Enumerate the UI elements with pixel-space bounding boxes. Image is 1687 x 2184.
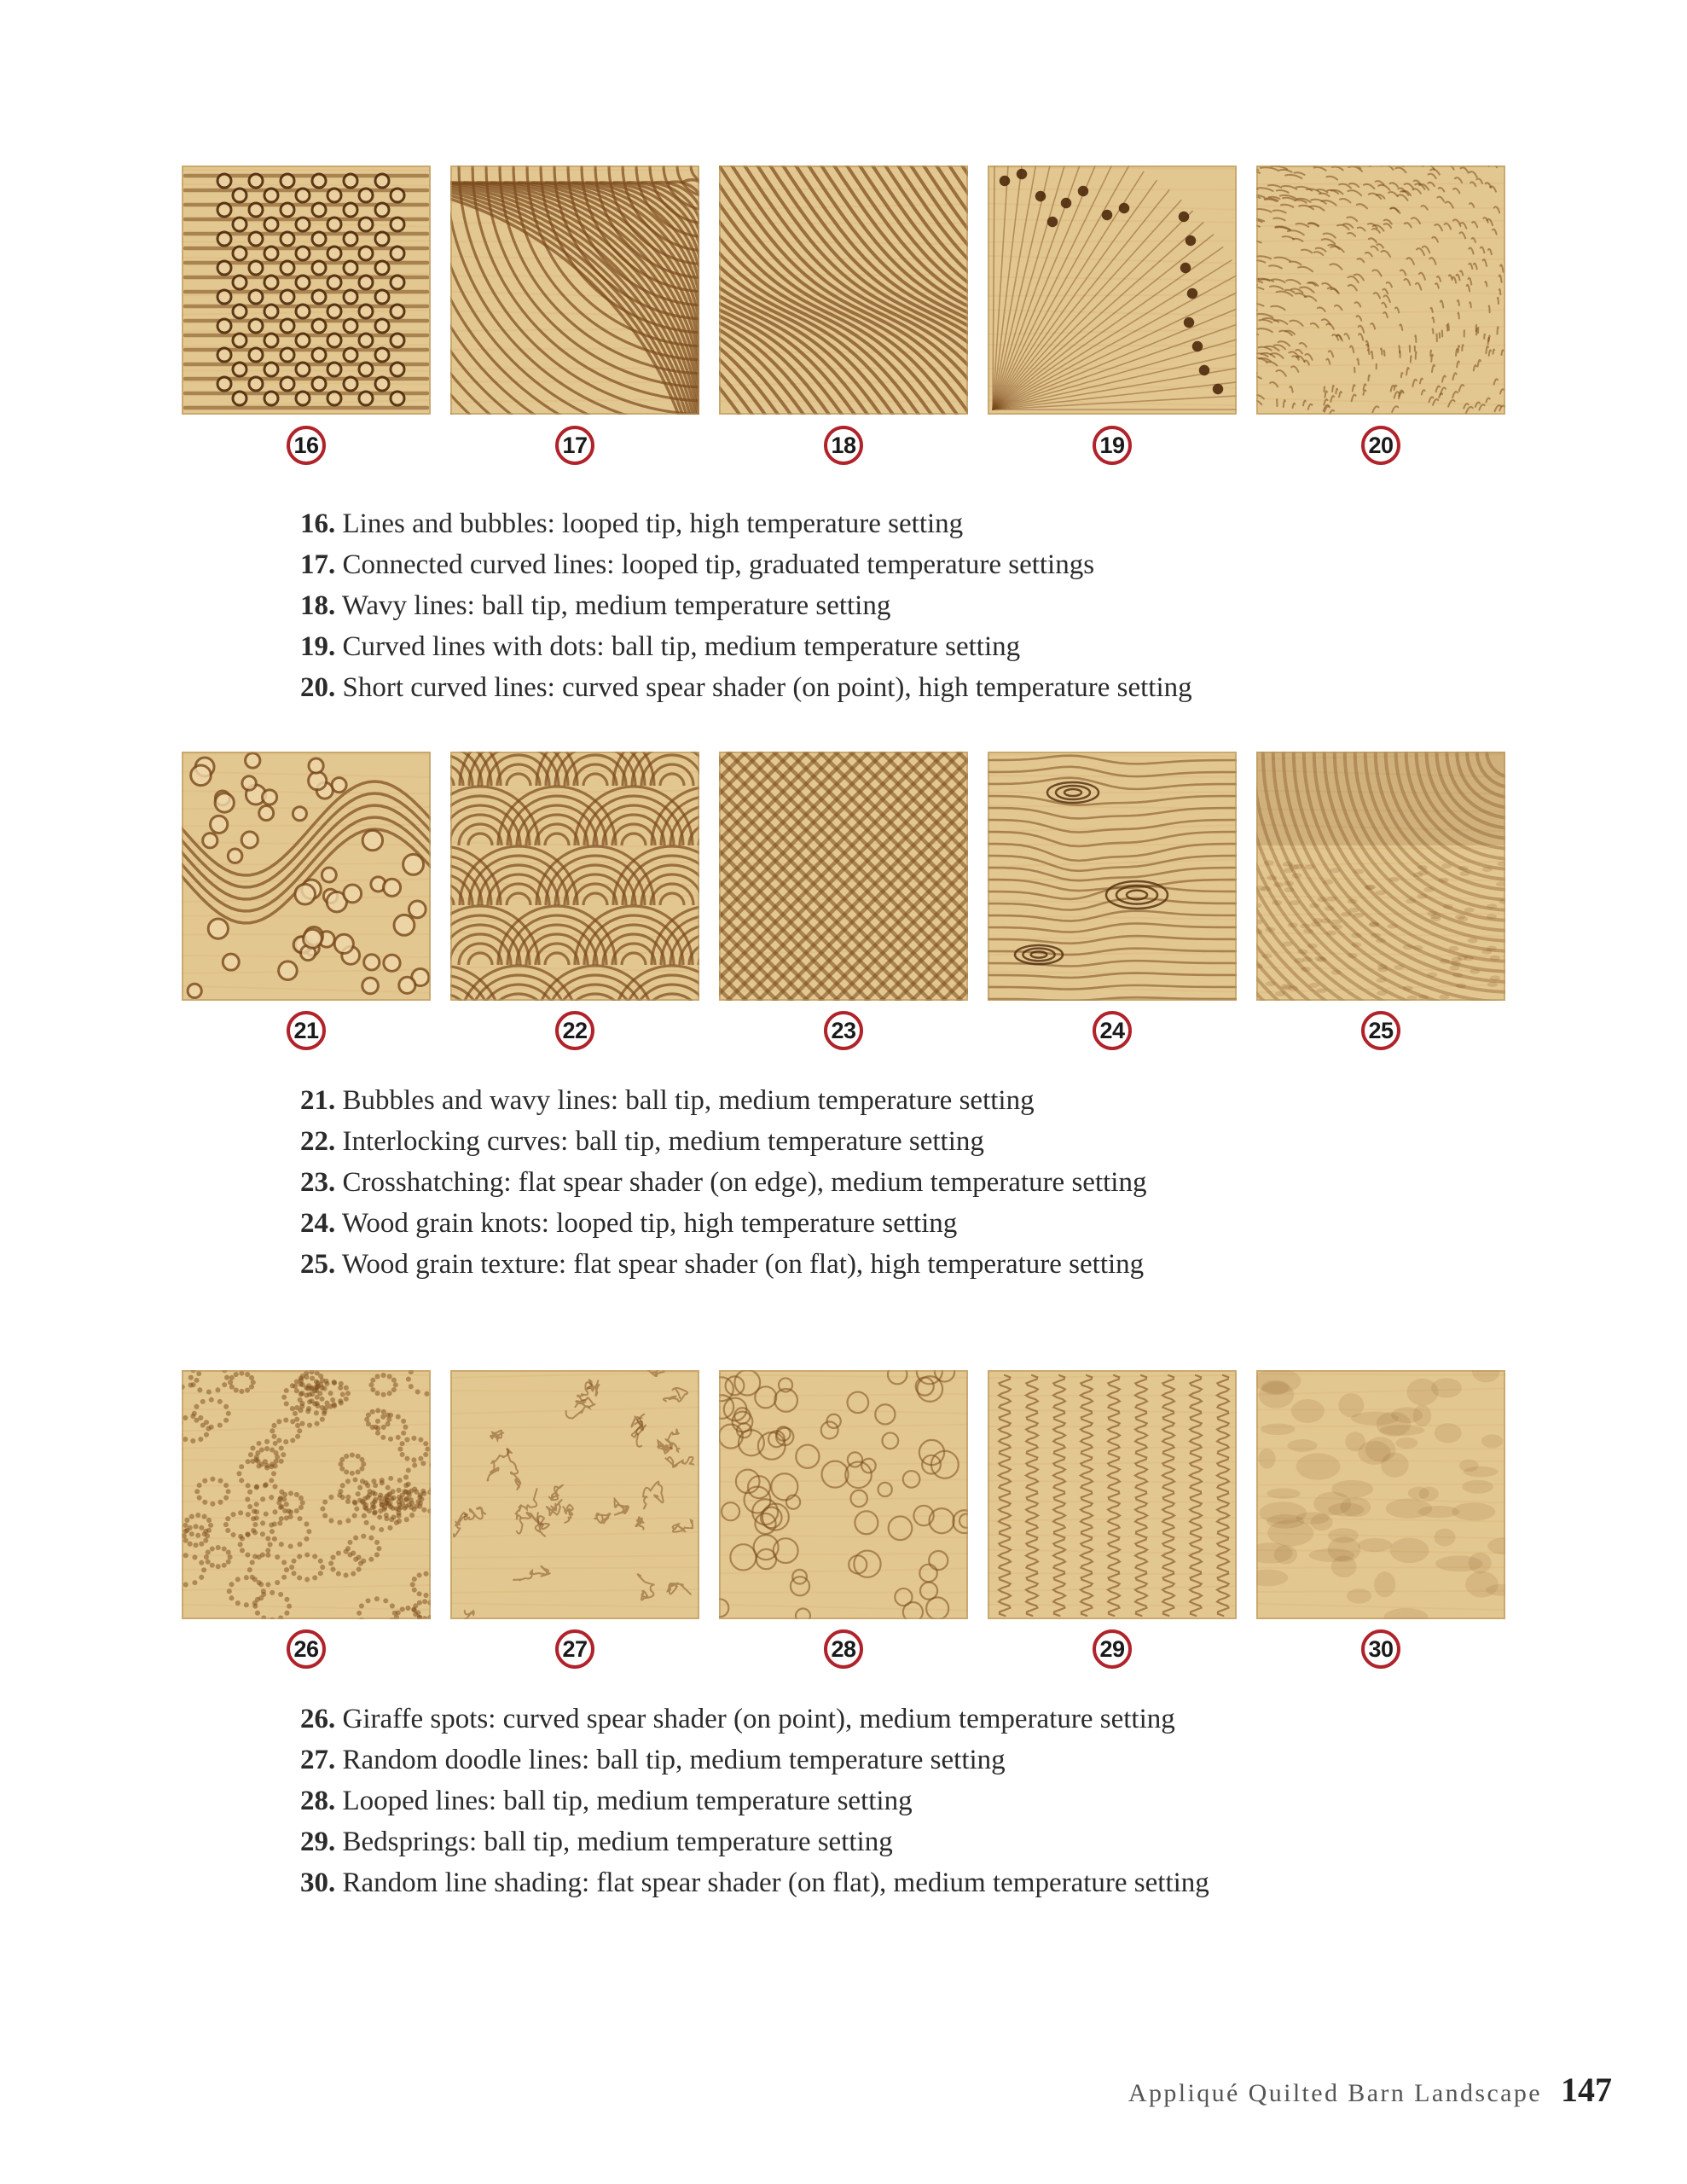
running-footer-title: Appliqué Quilted Barn Landscape (1128, 2079, 1542, 2107)
texture-swatch (988, 1370, 1237, 1619)
texture-tile-18 (719, 166, 968, 415)
number-badge: 18 (824, 426, 863, 465)
texture-swatch (719, 1370, 968, 1619)
caption-item (300, 1080, 1146, 1121)
caption-item (300, 585, 1192, 626)
tile-row (182, 166, 1505, 415)
caption-text: Curved lines with dots: ball tip, medium temperature setting (342, 631, 1021, 662)
number-badge: 16 (287, 426, 326, 465)
number-badge: 26 (287, 1629, 326, 1669)
texture-tile-24 (988, 752, 1237, 1001)
number-badge: 28 (824, 1629, 863, 1669)
caption-item (300, 1780, 1209, 1821)
texture-swatch (719, 752, 968, 1001)
texture-swatch (1256, 1370, 1505, 1619)
caption-item (300, 1203, 1146, 1244)
caption-list (300, 1080, 1146, 1285)
caption-number: 16. (300, 508, 336, 539)
texture-tile-21 (182, 752, 431, 1001)
number-badge: 27 (555, 1629, 594, 1669)
texture-swatch (182, 1370, 431, 1619)
caption-text: Crosshatching: flat spear shader (on edge), medium temperature setting (342, 1167, 1147, 1198)
caption-number: 18. (300, 590, 336, 621)
texture-tile-30 (1256, 1370, 1505, 1619)
tile-row (182, 1370, 1505, 1619)
caption-text: Bedsprings: ball tip, medium temperature setting (342, 1827, 893, 1857)
caption-number: 17. (300, 549, 336, 580)
caption-text: Lines and bubbles: looped tip, high temperature setting (342, 508, 964, 539)
number-badge: 19 (1093, 426, 1132, 465)
caption-item (300, 667, 1192, 708)
caption-text: Bubbles and wavy lines: ball tip, medium temperature setting (342, 1085, 1035, 1116)
caption-item (300, 503, 1192, 544)
page-footer (1128, 2070, 1612, 2110)
caption-list (300, 1699, 1209, 1903)
texture-swatch (988, 752, 1237, 1001)
caption-text: Wavy lines: ball tip, medium temperature setting (341, 590, 891, 621)
caption-number: 25. (300, 1249, 336, 1280)
texture-swatch (1256, 752, 1505, 1001)
texture-swatch (450, 166, 699, 415)
caption-list (300, 503, 1192, 708)
caption-text: Connected curved lines: looped tip, graduated temperature settings (342, 549, 1095, 580)
number-badge: 21 (287, 1011, 326, 1050)
caption-number: 28. (300, 1786, 336, 1816)
texture-tile-17 (450, 166, 699, 415)
texture-tile-19 (988, 166, 1237, 415)
caption-number: 27. (300, 1745, 336, 1775)
caption-item (300, 1740, 1209, 1780)
caption-text: Short curved lines: curved spear shader (on point), high temperature setting (342, 672, 1192, 703)
caption-number: 26. (300, 1704, 336, 1734)
number-badge: 30 (1361, 1629, 1400, 1669)
texture-tile-16 (182, 166, 431, 415)
caption-item (300, 1121, 1146, 1162)
caption-item (300, 1862, 1209, 1903)
texture-tile-25 (1256, 752, 1505, 1001)
number-badge: 22 (555, 1011, 594, 1050)
caption-number: 23. (300, 1167, 336, 1198)
caption-number: 20. (300, 672, 336, 703)
number-badge: 29 (1093, 1629, 1132, 1669)
page-number: 147 (1561, 2071, 1612, 2109)
caption-text: Wood grain knots: looped tip, high temperature setting (341, 1208, 958, 1239)
caption-item (300, 1162, 1146, 1203)
caption-item (300, 1821, 1209, 1862)
caption-number: 22. (300, 1126, 336, 1157)
texture-swatch (1256, 166, 1505, 415)
number-badge: 24 (1093, 1011, 1132, 1050)
texture-swatch (182, 752, 431, 1001)
caption-text: Wood grain texture: flat spear shader (on flat), high temperature setting (341, 1249, 1145, 1280)
caption-text: Random doodle lines: ball tip, medium temperature setting (342, 1745, 1006, 1775)
number-badge: 25 (1361, 1011, 1400, 1050)
texture-tile-26 (182, 1370, 431, 1619)
caption-item (300, 544, 1192, 585)
texture-swatch (450, 1370, 699, 1619)
caption-text: Random line shading: flat spear shader (on flat), medium temperature setting (342, 1867, 1209, 1898)
texture-swatch (719, 166, 968, 415)
texture-tile-20 (1256, 166, 1505, 415)
number-badge: 23 (824, 1011, 863, 1050)
caption-number: 19. (300, 631, 336, 662)
texture-swatch (182, 166, 431, 415)
number-badge: 17 (555, 426, 594, 465)
caption-number: 24. (300, 1208, 336, 1239)
caption-item (300, 1244, 1146, 1285)
caption-item (300, 626, 1192, 667)
texture-tile-23 (719, 752, 968, 1001)
texture-tile-22 (450, 752, 699, 1001)
texture-tile-28 (719, 1370, 968, 1619)
caption-item (300, 1699, 1209, 1740)
caption-text: Giraffe spots: curved spear shader (on point), medium temperature setting (342, 1704, 1175, 1734)
texture-tile-29 (988, 1370, 1237, 1619)
texture-tile-27 (450, 1370, 699, 1619)
texture-swatch (450, 752, 699, 1001)
texture-swatch (988, 166, 1237, 415)
caption-number: 30. (300, 1867, 336, 1898)
number-badge: 20 (1361, 426, 1400, 465)
tile-row (182, 752, 1505, 1001)
caption-number: 21. (300, 1085, 336, 1116)
caption-text: Looped lines: ball tip, medium temperature setting (342, 1786, 913, 1816)
caption-number: 29. (300, 1827, 336, 1857)
caption-text: Interlocking curves: ball tip, medium temperature setting (342, 1126, 984, 1157)
